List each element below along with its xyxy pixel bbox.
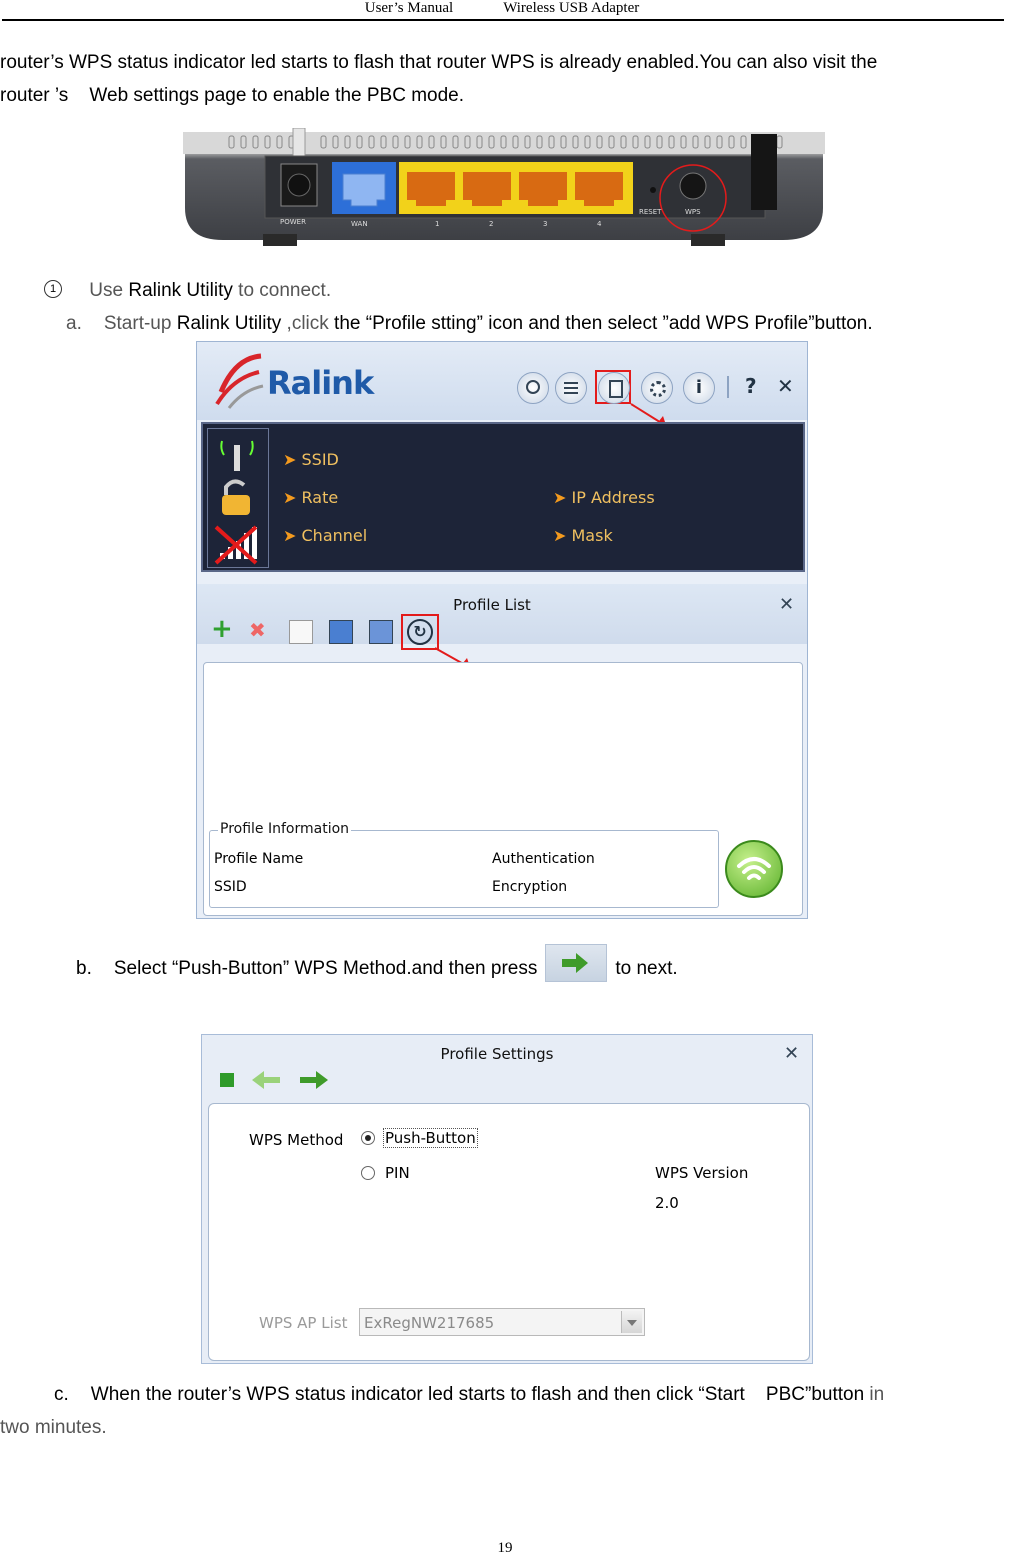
step-a-start: Start-up [103,313,177,334]
wps-ap-list-select[interactable] [359,1308,645,1336]
page-header [0,0,1004,16]
step-1 [44,274,331,307]
info-icon[interactable]: i [683,372,715,404]
wps-ap-list-label: WPS AP List [259,1314,348,1332]
status-panel [201,422,805,572]
add-profile-icon[interactable]: + [211,614,233,644]
pin-label[interactable]: PIN [385,1164,410,1182]
profile-list-panel [197,584,808,919]
settings-title: Profile Settings [440,1045,554,1063]
delete-profile-icon[interactable]: ✖ [249,618,266,642]
step-c-line-1 [0,1378,1010,1411]
header-left: User’s Manual [364,0,454,16]
list-icon[interactable] [555,372,587,404]
settings-close[interactable]: ✕ [784,1043,800,1064]
port-label-power: POWER [280,218,306,226]
step-b-text: Select “Push-Button” WPS Method.and then press [113,958,538,980]
step-1-utility: Ralink Utility [128,280,233,301]
help-button[interactable]: ? [745,374,757,398]
status-channel: ➤ Channel [283,526,368,545]
status-rate-label: Rate [301,488,339,507]
push-button-label[interactable]: Push-Button [385,1129,476,1147]
forward-arrow-icon[interactable] [296,1069,330,1091]
step-1-rest: to connect. [232,280,332,301]
status-ssid-label: SSID [301,450,339,469]
step-b-letter: b. [76,958,92,980]
port-label-wan: WAN [351,220,368,228]
header-right: Wireless USB Adapter [503,0,640,16]
profile-info-title: Profile Information [220,821,350,837]
step-a-rest: the “Profile stting” icon and then select ”add WPS Profile”button. [334,313,873,334]
ralink-title-bar [197,342,808,420]
push-button-radio[interactable] [361,1131,375,1145]
step-1-marker: 1 [44,280,62,298]
intro-line-1: router’s WPS status indicator led starts to flash that router WPS is already enabled.You can also visit the [0,52,878,73]
status-icon-column [207,428,269,568]
step-1-use: Use [89,280,129,301]
export-profile-icon[interactable] [369,620,393,644]
step-a-letter: a. [66,313,82,334]
settings-body [208,1103,810,1361]
wps-ap-list-value: ExRegNW217685 [364,1314,495,1332]
profile-name-label: Profile Name [214,851,304,867]
step-c-line-2: two minutes. [0,1417,107,1438]
port-label-3: 3 [543,220,548,228]
port-label-reset: RESET [639,208,662,216]
next-arrow-button [545,944,607,982]
intro-paragraph [0,46,1010,112]
status-rate: ➤ Rate [283,488,339,507]
step-c [0,1378,1010,1444]
stop-icon[interactable] [220,1073,234,1087]
wifi-connect-icon[interactable] [725,840,783,898]
search-icon[interactable] [517,372,549,404]
back-arrow-icon[interactable] [250,1069,284,1091]
right-arrow-icon [546,945,606,981]
status-ip-label: IP Address [571,488,655,507]
step-c-tail: in [864,1384,885,1405]
intro-line-2: router ’s Web settings page to enable the PBC mode. [0,85,465,106]
chevron-down-icon[interactable] [621,1311,642,1333]
step-a-utility: Ralink Utility [176,313,282,334]
profile-information-group [209,821,719,908]
lock-icon [222,481,250,515]
port-label-wps: WPS [685,208,701,216]
wps-version-value: 2.0 [655,1194,679,1212]
profile-list-title: Profile List [453,596,531,614]
profile-icon[interactable] [598,372,630,404]
port-label-1: 1 [435,220,440,228]
status-mask: ➤ Mask [553,526,613,545]
header-rule [2,19,1004,21]
encryption-label: Encryption [492,879,568,895]
status-ip: ➤ IP Address [553,488,655,507]
toolbar-divider [727,376,729,398]
close-button[interactable]: ✕ [777,374,794,398]
import-profile-icon[interactable] [329,620,353,644]
pin-radio[interactable] [361,1166,375,1180]
status-channel-label: Channel [301,526,368,545]
port-label-4: 4 [597,220,602,228]
add-wps-profile-icon[interactable]: ↻ [407,619,433,645]
profile-list-close[interactable]: ✕ [779,594,795,615]
ralink-logo-icon [215,350,265,410]
router-back-panel-image [183,128,825,250]
step-c-text: When the router’s WPS status indicator led starts to flash and then click “Start PBC”button [90,1384,865,1405]
step-a [66,307,873,340]
profile-settings-window [201,1034,813,1364]
step-b [76,950,678,988]
step-c-letter: c. [54,1384,69,1405]
profile-ssid-label: SSID [214,879,247,895]
port-label-2: 2 [489,220,494,228]
page-number: 19 [497,1540,513,1556]
signal-antenna-icon [221,441,252,471]
status-mask-label: Mask [571,526,613,545]
edit-profile-icon[interactable] [289,620,313,644]
authentication-label: Authentication [492,851,595,867]
status-ssid: ➤ SSID [283,450,339,469]
step-b-after: to next. [615,958,678,980]
ralink-utility-window [196,341,808,919]
ralink-logo-text: Ralink [267,364,374,402]
no-signal-icon [216,527,257,563]
step-a-click: ,click [281,313,335,334]
wps-method-label: WPS Method [249,1131,344,1149]
wps-version-label: WPS Version [655,1164,749,1182]
